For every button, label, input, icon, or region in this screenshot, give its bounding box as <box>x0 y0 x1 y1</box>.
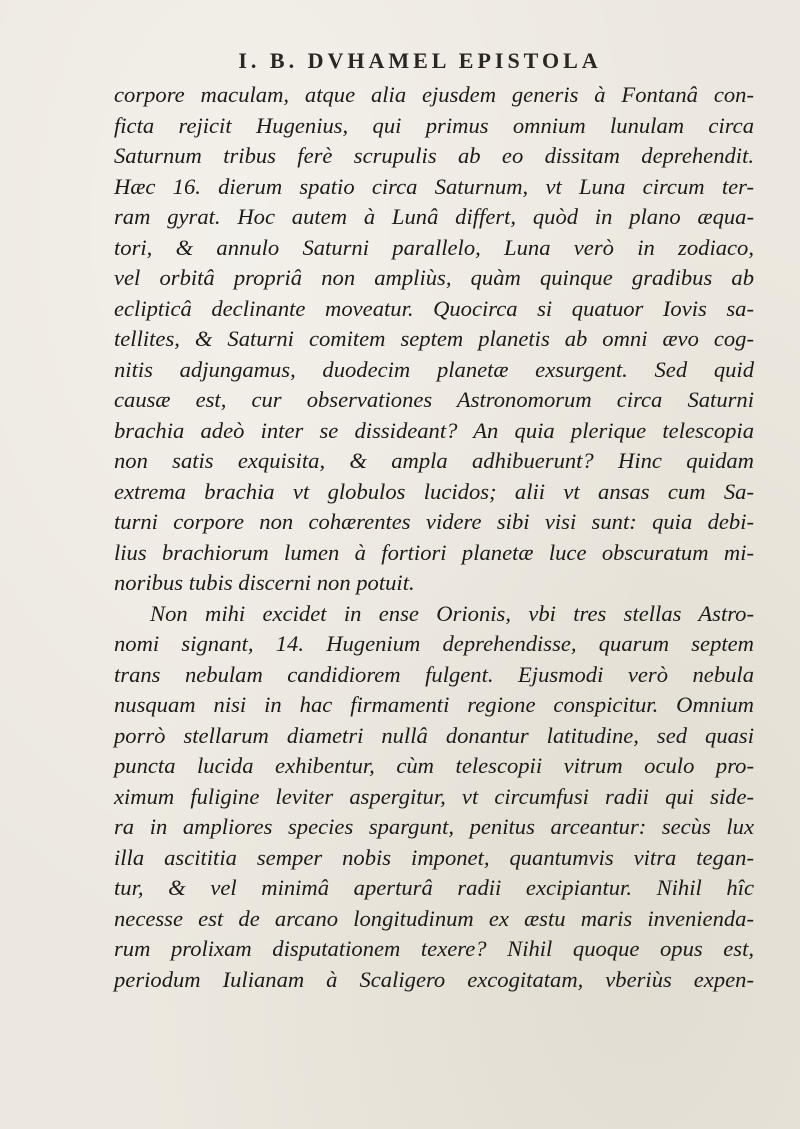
text-line: nitis adjungamus, duodecim planetæ exsurgent. Sed quid <box>114 356 754 382</box>
text-line: periodum Iulianam à Scaligero excogitatam, vberiùs expen- <box>114 966 754 992</box>
text-line: necesse est de arcano longitudinum ex æstu maris invenienda- <box>114 905 754 931</box>
text-line: brachia adeò inter se dissideant? An quia plerique telescopia <box>114 417 754 443</box>
text-line: tellites, & Saturni comitem septem planetis ab omni ævo cog- <box>114 326 754 351</box>
text-line: Non mihi excidet in ense Orionis, vbi tres stellas Astro- <box>150 600 754 626</box>
text-line: ficta rejicit Hugenius, qui primus omnium lunulam circa <box>114 112 754 138</box>
text-line: corpore maculam, atque alia ejusdem generis à Fontanâ con- <box>114 82 754 107</box>
text-line: tori, & annulo Saturni parallelo, Luna verò in zodiaco, <box>114 234 754 260</box>
text-line: trans nebulam candidiorem fulgent. Ejusmodi verò nebula <box>114 661 754 687</box>
text-line: puncta lucida exhibentur, cùm telescopii vitrum oculo pro- <box>114 753 754 778</box>
text-line: tur, & vel minimâ aperturâ radii excipiantur. Nihil hîc <box>114 875 754 900</box>
text-line: non satis exquisita, & ampla adhibuerunt? Hinc quidam <box>114 448 754 473</box>
text-block <box>114 80 754 995</box>
text-line: nusquam nisi in hac firmamenti regione conspicitur. Omnium <box>114 692 754 717</box>
text-line: turni corpore non cohærentes videre sibi visi sunt: quia debi- <box>114 509 754 534</box>
text-line: Saturnum tribus ferè scrupulis ab eo dissitam deprehendit. <box>114 143 754 168</box>
text-line: porrò stellarum diametri nullâ donantur latitudine, sed quasi <box>114 722 754 748</box>
text-line: nomi signant, 14. Hugenium deprehendisse, quarum septem <box>114 631 754 656</box>
text-line: ra in ampliores species spargunt, penitus arceantur: secùs lux <box>114 814 754 839</box>
text-line: extrema brachia vt globulos lucidos; alii vt ansas cum Sa- <box>114 478 754 504</box>
text-line: ximum fuligine leviter aspergitur, vt circumfusi radii qui side- <box>114 783 754 809</box>
text-line: causæ est, cur observationes Astronomorum circa Saturni <box>114 387 754 412</box>
text-line: vel orbitâ propriâ non ampliùs, quàm quinque gradibus ab <box>114 265 754 290</box>
text-line: Hæc 16. dierum spatio circa Saturnum, vt Luna circum ter- <box>114 173 754 199</box>
running-head: I. B. DVHAMEL EPISTOLA <box>238 48 602 73</box>
text-line: illa ascititia semper nobis imponet, quantumvis vitra tegan- <box>114 844 754 870</box>
text-line: ram gyrat. Hoc autem à Lunâ differt, quòd in plano æqua- <box>114 204 754 229</box>
text-line: noribus tubis discerni non potuit. <box>114 570 415 595</box>
text-line: rum prolixam disputationem texere? Nihil quoque opus est, <box>114 936 754 961</box>
text-line: eclipticâ declinante moveatur. Quocirca si quatuor Iovis sa- <box>114 295 754 321</box>
text-line: lius brachiorum lumen à fortiori planetæ luce obscuratum mi- <box>114 539 754 565</box>
